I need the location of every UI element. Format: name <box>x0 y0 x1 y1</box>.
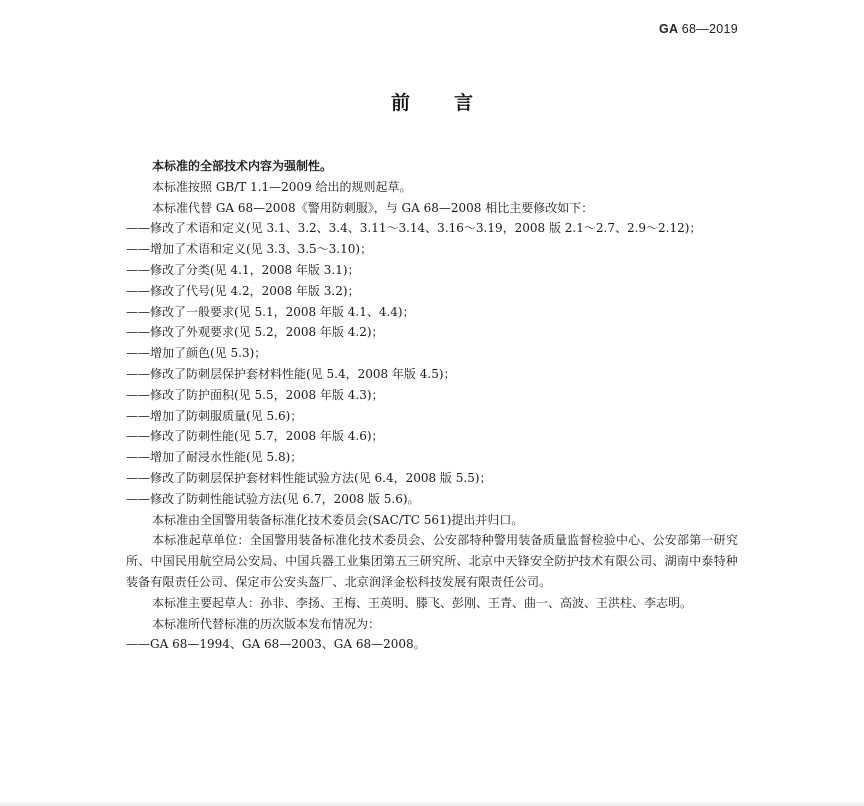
mandatory-note: 本标准的全部技术内容为强制性。 <box>152 159 333 173</box>
change-item: ——修改了代号(见 4.2，2008 年版 3.2)； <box>126 283 360 298</box>
change-item: ——增加了耐浸水性能(见 5.8)； <box>126 450 303 465</box>
document-code-prefix: GA <box>659 22 678 36</box>
version-history: ——GA 68—1994、GA 68—2003、GA 68—2008。 <box>126 637 426 652</box>
change-item: ——增加了颜色(见 5.3)； <box>126 346 267 361</box>
change-item: ——修改了防刺层保护套材料性能试验方法(见 6.4，2008 版 5.5)； <box>126 470 492 485</box>
history-intro: 本标准所代替标准的历次版本发布情况为： <box>152 616 381 631</box>
document-code <box>659 22 738 36</box>
change-item: ——修改了分类(见 4.1，2008 年版 3.1)； <box>126 262 360 277</box>
drafting-rule: 本标准按照 GB/T 1.1—2009 给出的规则起草。 <box>152 179 412 194</box>
change-item: ——修改了防刺层保护套材料性能(见 5.4，2008 年版 4.5)； <box>126 366 456 381</box>
change-item: ——修改了防护面积(见 5.5，2008 年版 4.3)； <box>126 387 384 402</box>
document-code-number: 68—2019 <box>681 22 738 36</box>
page-bottom-edge <box>0 800 864 806</box>
change-item: ——修改了术语和定义(见 3.1、3.2、3.4、3.11～3.14、3.16～3.19，2008 版 2.1～2.7、2.9～2.12)； <box>126 221 702 236</box>
change-item: ——修改了防刺性能试验方法(见 6.7，2008 版 5.6)。 <box>126 491 420 506</box>
change-item: ——修改了防刺性能(见 5.7，2008 年版 4.6)； <box>126 429 384 444</box>
drafting-units: 本标准起草单位：全国警用装备标准化技术委员会、公安部特种警用装备质量监督检验中心、公安部第一研究所、中国民用航空局公安局、中国兵器工业集团第五三研究所、北京中天锋安全防护技术有限公司、湖南中泰特种装备有限责任公司、保定市公安头盔厂、北京润泽金松科技发展有限责任公司。 <box>126 533 738 589</box>
change-item: ——增加了防刺服质量(见 5.6)； <box>126 408 303 423</box>
change-item: ——增加了术语和定义(见 3.3、3.5～3.10)； <box>126 242 373 257</box>
change-item: ——修改了外观要求(见 5.2，2008 年版 4.2)； <box>126 325 384 340</box>
replaces-intro: 本标准代替 GA 68—2008《警用防刺服》，与 GA 68—2008 相比主要修改如下： <box>152 200 594 215</box>
main-drafters: 本标准主要起草人：孙非、李扬、王梅、王英明、滕飞、彭刚、王青、曲一、高波、王洪柱、李志明。 <box>152 595 693 610</box>
change-item: ——修改了一般要求(见 5.1，2008 年版 4.1、4.4)； <box>126 304 415 319</box>
proposer-statement: 本标准由全国警用装备标准化技术委员会(SAC/TC 561)提出并归口。 <box>152 512 524 527</box>
foreword-body <box>126 156 738 655</box>
page-title: 前言 <box>390 92 517 114</box>
